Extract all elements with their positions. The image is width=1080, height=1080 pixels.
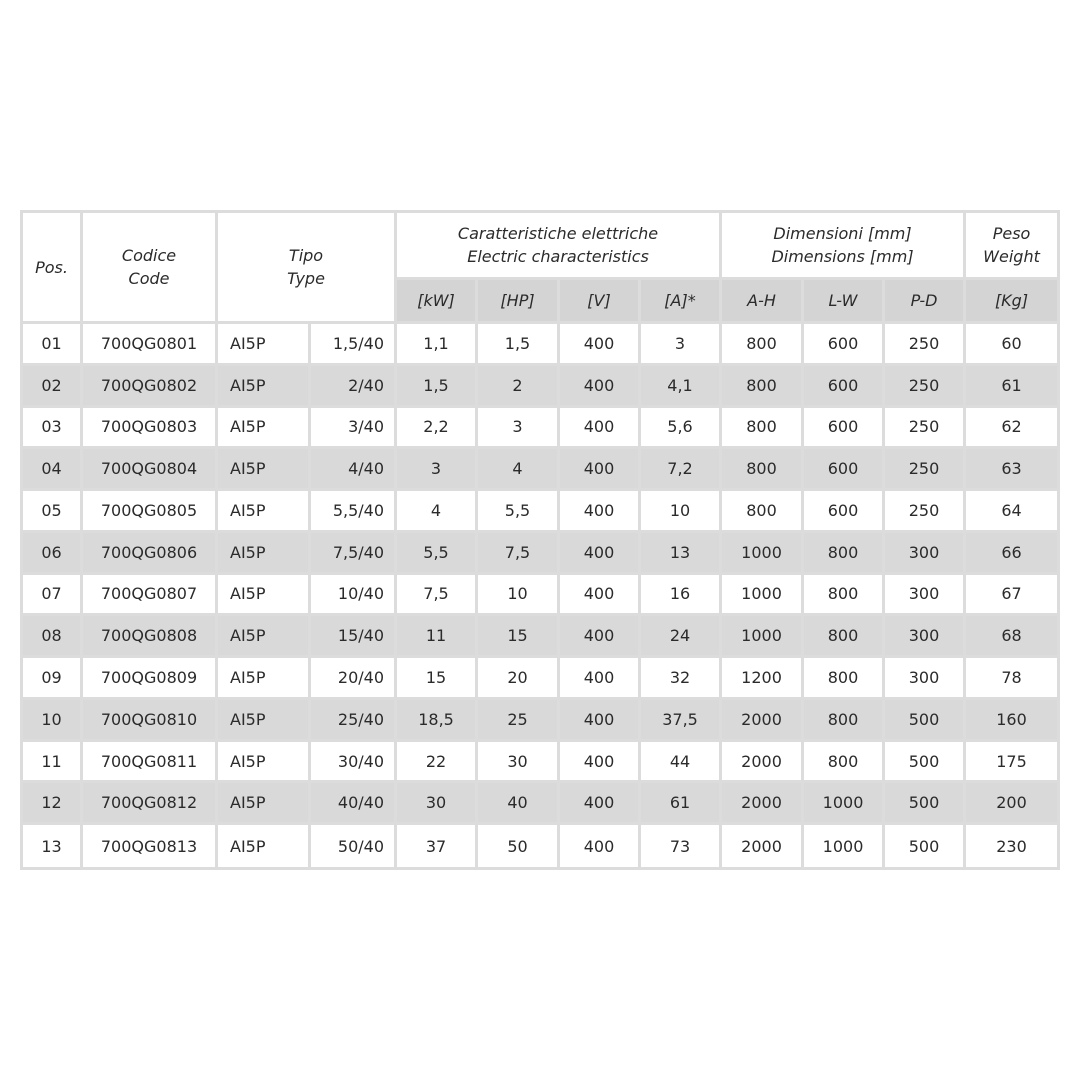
- cell-pos: 06: [23, 533, 83, 575]
- cell-power-hp: 10: [478, 575, 560, 617]
- cell-power-kw: 15: [397, 658, 478, 700]
- cell-dim-l-w: 600: [804, 491, 885, 533]
- cell-power-kw: 3: [397, 449, 478, 491]
- unit-a: [A]*: [641, 280, 722, 324]
- cell-type: AI5P: [218, 658, 311, 700]
- cell-voltage: 400: [560, 825, 641, 867]
- unit-v: [V]: [560, 280, 641, 324]
- cell-code: 700QG0807: [83, 575, 218, 617]
- cell-code: 700QG0801: [83, 324, 218, 366]
- table-row: [23, 366, 1057, 408]
- cell-current: 13: [641, 533, 722, 575]
- header-weight: Peso Weight: [966, 213, 1057, 280]
- cell-dim-p-d: 250: [885, 408, 966, 450]
- cell-model: 4/40: [311, 449, 397, 491]
- cell-model: 5,5/40: [311, 491, 397, 533]
- cell-current: 7,2: [641, 449, 722, 491]
- cell-pos: 08: [23, 616, 83, 658]
- cell-pos: 05: [23, 491, 83, 533]
- table-row: [23, 408, 1057, 450]
- cell-power-hp: 1,5: [478, 324, 560, 366]
- cell-weight: 66: [966, 533, 1057, 575]
- cell-power-hp: 7,5: [478, 533, 560, 575]
- cell-code: 700QG0810: [83, 700, 218, 742]
- cell-dim-a-h: 1000: [722, 616, 804, 658]
- cell-current: 61: [641, 783, 722, 825]
- cell-type: AI5P: [218, 742, 311, 784]
- unit-hp: [HP]: [478, 280, 560, 324]
- cell-weight: 175: [966, 742, 1057, 784]
- cell-power-hp: 5,5: [478, 491, 560, 533]
- cell-model: 7,5/40: [311, 533, 397, 575]
- unit-p-d: P-D: [885, 280, 966, 324]
- cell-dim-l-w: 800: [804, 616, 885, 658]
- table-row: [23, 658, 1057, 700]
- cell-dim-l-w: 600: [804, 449, 885, 491]
- cell-weight: 67: [966, 575, 1057, 617]
- cell-power-kw: 22: [397, 742, 478, 784]
- cell-model: 40/40: [311, 783, 397, 825]
- cell-code: 700QG0806: [83, 533, 218, 575]
- cell-model: 20/40: [311, 658, 397, 700]
- cell-voltage: 400: [560, 324, 641, 366]
- cell-dim-l-w: 800: [804, 700, 885, 742]
- cell-power-kw: 5,5: [397, 533, 478, 575]
- cell-dim-l-w: 1000: [804, 783, 885, 825]
- cell-dim-a-h: 800: [722, 366, 804, 408]
- cell-current: 4,1: [641, 366, 722, 408]
- table-row: [23, 324, 1057, 366]
- cell-dim-a-h: 1200: [722, 658, 804, 700]
- cell-pos: 09: [23, 658, 83, 700]
- specification-table: [20, 210, 1060, 870]
- cell-dim-a-h: 800: [722, 408, 804, 450]
- unit-l-w: L-W: [804, 280, 885, 324]
- cell-voltage: 400: [560, 491, 641, 533]
- cell-weight: 230: [966, 825, 1057, 867]
- cell-voltage: 400: [560, 366, 641, 408]
- cell-power-hp: 15: [478, 616, 560, 658]
- cell-weight: 78: [966, 658, 1057, 700]
- cell-dim-p-d: 250: [885, 366, 966, 408]
- cell-dim-l-w: 800: [804, 742, 885, 784]
- cell-power-hp: 50: [478, 825, 560, 867]
- cell-power-hp: 40: [478, 783, 560, 825]
- cell-weight: 64: [966, 491, 1057, 533]
- header-code: Codice Code: [83, 213, 218, 324]
- cell-pos: 11: [23, 742, 83, 784]
- cell-weight: 63: [966, 449, 1057, 491]
- cell-dim-p-d: 250: [885, 491, 966, 533]
- cell-weight: 60: [966, 324, 1057, 366]
- cell-voltage: 400: [560, 533, 641, 575]
- header-pos: Pos.: [23, 213, 83, 324]
- cell-power-kw: 7,5: [397, 575, 478, 617]
- cell-type: AI5P: [218, 825, 311, 867]
- cell-dim-a-h: 2000: [722, 700, 804, 742]
- cell-voltage: 400: [560, 575, 641, 617]
- cell-voltage: 400: [560, 449, 641, 491]
- cell-type: AI5P: [218, 575, 311, 617]
- table-row: [23, 742, 1057, 784]
- cell-pos: 07: [23, 575, 83, 617]
- cell-code: 700QG0811: [83, 742, 218, 784]
- cell-model: 15/40: [311, 616, 397, 658]
- table-row: [23, 783, 1057, 825]
- cell-power-kw: 2,2: [397, 408, 478, 450]
- cell-type: AI5P: [218, 783, 311, 825]
- cell-power-kw: 4: [397, 491, 478, 533]
- cell-code: 700QG0812: [83, 783, 218, 825]
- cell-power-hp: 2: [478, 366, 560, 408]
- cell-pos: 12: [23, 783, 83, 825]
- cell-code: 700QG0804: [83, 449, 218, 491]
- cell-pos: 04: [23, 449, 83, 491]
- cell-code: 700QG0803: [83, 408, 218, 450]
- cell-current: 10: [641, 491, 722, 533]
- cell-weight: 68: [966, 616, 1057, 658]
- cell-type: AI5P: [218, 616, 311, 658]
- cell-power-hp: 3: [478, 408, 560, 450]
- cell-power-hp: 25: [478, 700, 560, 742]
- cell-type: AI5P: [218, 449, 311, 491]
- cell-dim-p-d: 250: [885, 449, 966, 491]
- cell-current: 73: [641, 825, 722, 867]
- cell-voltage: 400: [560, 616, 641, 658]
- cell-power-kw: 11: [397, 616, 478, 658]
- cell-dim-a-h: 2000: [722, 825, 804, 867]
- cell-dim-l-w: 1000: [804, 825, 885, 867]
- cell-voltage: 400: [560, 408, 641, 450]
- cell-dim-p-d: 250: [885, 324, 966, 366]
- unit-a-h: A-H: [722, 280, 804, 324]
- table-row: [23, 825, 1057, 867]
- cell-dim-l-w: 800: [804, 658, 885, 700]
- cell-current: 24: [641, 616, 722, 658]
- cell-type: AI5P: [218, 533, 311, 575]
- cell-pos: 02: [23, 366, 83, 408]
- cell-voltage: 400: [560, 783, 641, 825]
- cell-dim-a-h: 800: [722, 449, 804, 491]
- cell-power-kw: 18,5: [397, 700, 478, 742]
- cell-power-hp: 4: [478, 449, 560, 491]
- cell-dim-a-h: 800: [722, 324, 804, 366]
- cell-dim-p-d: 500: [885, 783, 966, 825]
- cell-code: 700QG0813: [83, 825, 218, 867]
- cell-type: AI5P: [218, 324, 311, 366]
- cell-power-kw: 37: [397, 825, 478, 867]
- cell-code: 700QG0809: [83, 658, 218, 700]
- cell-power-hp: 20: [478, 658, 560, 700]
- cell-dim-a-h: 1000: [722, 533, 804, 575]
- cell-power-kw: 1,1: [397, 324, 478, 366]
- cell-current: 3: [641, 324, 722, 366]
- cell-model: 3/40: [311, 408, 397, 450]
- cell-type: AI5P: [218, 491, 311, 533]
- cell-type: AI5P: [218, 700, 311, 742]
- cell-model: 30/40: [311, 742, 397, 784]
- cell-dim-p-d: 500: [885, 700, 966, 742]
- cell-voltage: 400: [560, 658, 641, 700]
- cell-code: 700QG0805: [83, 491, 218, 533]
- cell-dim-a-h: 2000: [722, 742, 804, 784]
- header-electric-characteristics: Caratteristiche elettriche Electric characteristics: [397, 213, 722, 280]
- table-row: [23, 700, 1057, 742]
- cell-dim-l-w: 800: [804, 575, 885, 617]
- cell-code: 700QG0808: [83, 616, 218, 658]
- cell-pos: 13: [23, 825, 83, 867]
- cell-model: 25/40: [311, 700, 397, 742]
- cell-weight: 160: [966, 700, 1057, 742]
- cell-pos: 10: [23, 700, 83, 742]
- cell-current: 16: [641, 575, 722, 617]
- cell-power-hp: 30: [478, 742, 560, 784]
- cell-dim-a-h: 1000: [722, 575, 804, 617]
- cell-model: 1,5/40: [311, 324, 397, 366]
- cell-weight: 62: [966, 408, 1057, 450]
- cell-power-kw: 1,5: [397, 366, 478, 408]
- cell-dim-p-d: 300: [885, 616, 966, 658]
- cell-dim-a-h: 2000: [722, 783, 804, 825]
- unit-kg: [Kg]: [966, 280, 1057, 324]
- cell-type: AI5P: [218, 408, 311, 450]
- table-row: [23, 575, 1057, 617]
- cell-dim-l-w: 600: [804, 324, 885, 366]
- cell-pos: 03: [23, 408, 83, 450]
- cell-voltage: 400: [560, 700, 641, 742]
- cell-dim-p-d: 300: [885, 533, 966, 575]
- cell-current: 44: [641, 742, 722, 784]
- table-row: [23, 616, 1057, 658]
- cell-voltage: 400: [560, 742, 641, 784]
- cell-power-kw: 30: [397, 783, 478, 825]
- table-row: [23, 491, 1057, 533]
- cell-model: 10/40: [311, 575, 397, 617]
- cell-current: 37,5: [641, 700, 722, 742]
- table-body: [23, 324, 1057, 867]
- cell-dim-p-d: 500: [885, 825, 966, 867]
- cell-type: AI5P: [218, 366, 311, 408]
- cell-current: 32: [641, 658, 722, 700]
- cell-dim-l-w: 600: [804, 408, 885, 450]
- cell-dim-p-d: 500: [885, 742, 966, 784]
- unit-kw: [kW]: [397, 280, 478, 324]
- cell-dim-p-d: 300: [885, 575, 966, 617]
- table-row: [23, 533, 1057, 575]
- cell-weight: 200: [966, 783, 1057, 825]
- cell-dim-a-h: 800: [722, 491, 804, 533]
- cell-model: 50/40: [311, 825, 397, 867]
- cell-weight: 61: [966, 366, 1057, 408]
- table-row: [23, 449, 1057, 491]
- cell-dim-l-w: 800: [804, 533, 885, 575]
- cell-model: 2/40: [311, 366, 397, 408]
- header-type: Tipo Type: [218, 213, 397, 324]
- cell-current: 5,6: [641, 408, 722, 450]
- cell-dim-p-d: 300: [885, 658, 966, 700]
- cell-code: 700QG0802: [83, 366, 218, 408]
- cell-pos: 01: [23, 324, 83, 366]
- cell-dim-l-w: 600: [804, 366, 885, 408]
- header-dimensions: Dimensioni [mm] Dimensions [mm]: [722, 213, 966, 280]
